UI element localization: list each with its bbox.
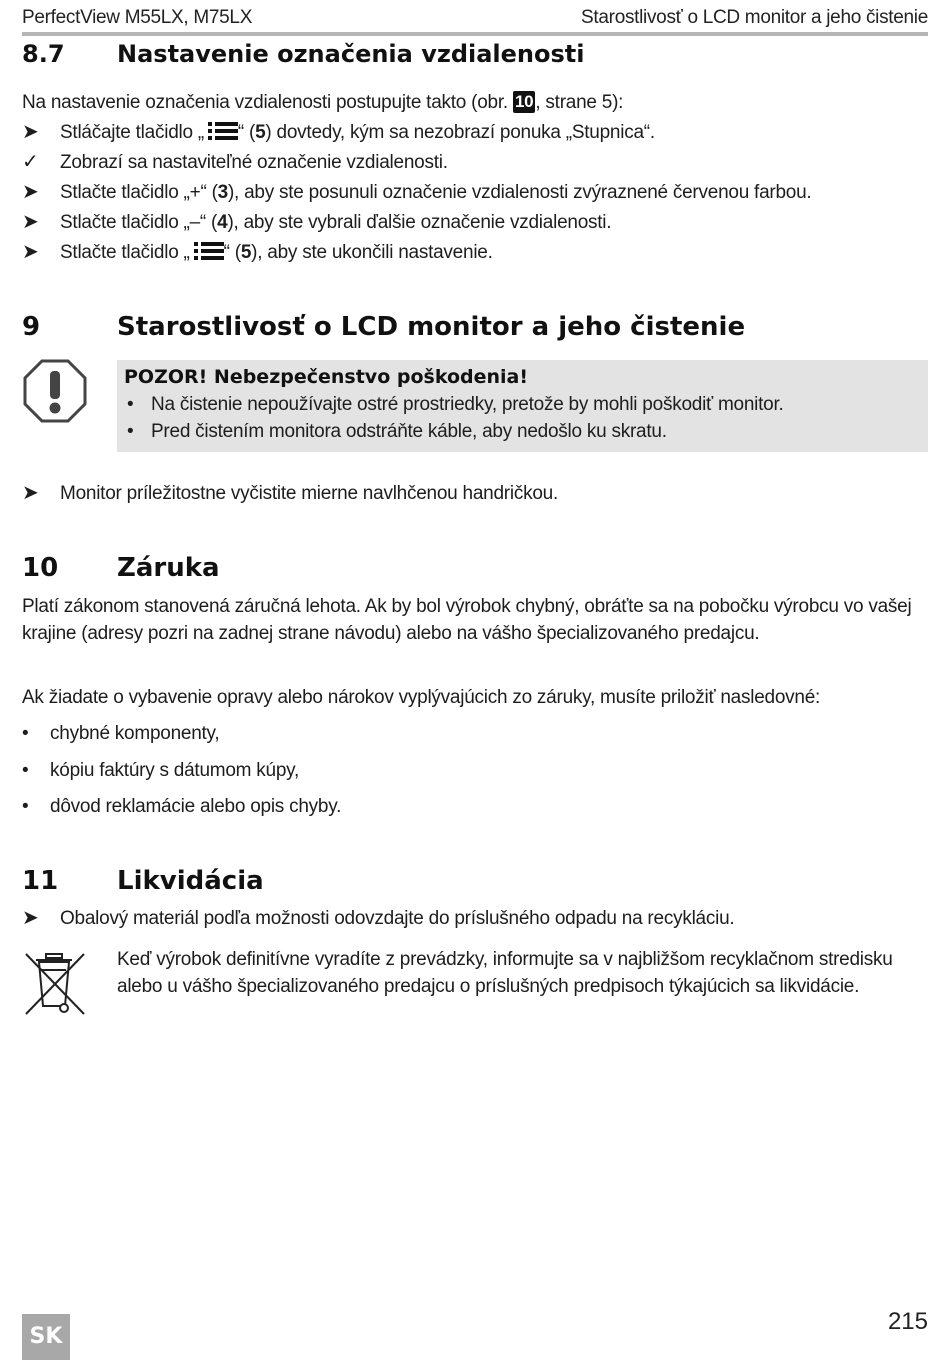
arrow-bullet-icon: ➤	[22, 211, 39, 233]
header-chapter-title: Starostlivosť o LCD monitor a jeho čistenie	[581, 7, 928, 28]
bullet-dot: •	[127, 394, 134, 415]
arrow-bullet-icon: ➤	[22, 241, 39, 263]
crossed-out-wheelie-bin-icon	[22, 950, 88, 1018]
page-number: 215	[887, 1308, 928, 1335]
step-text: Stláčajte tlačidlo „	[60, 122, 204, 143]
button-number: 5	[240, 242, 252, 263]
running-header	[22, 6, 928, 36]
exclamation-octagon-icon	[22, 358, 88, 424]
button-number: 3	[217, 182, 228, 203]
section-heading-9	[22, 312, 922, 346]
section-title: Starostlivosť o LCD monitor a jeho čistenie	[117, 312, 746, 342]
section-title: Nastavenie označenia vzdialenosti	[117, 40, 585, 68]
section-title: Záruka	[117, 553, 220, 583]
result-text: Zobrazí sa nastaviteľné označenie vzdialenosti.	[60, 152, 448, 173]
arrow-bullet-icon: ➤	[22, 181, 39, 203]
check-mark-icon: ✓	[22, 151, 39, 173]
warranty-paragraph: Platí zákonom stanovená záručná lehota. Ak by bol výrobok chybný, obráťte sa na pobočku výrobcu vo vašej krajine (adresy pozri na zadnej strane návodu) alebo na vášho špecializovaného predajcu.	[22, 596, 912, 644]
menu-list-icon	[204, 121, 238, 141]
bullet-dot: •	[22, 796, 29, 817]
section-heading-10	[22, 553, 922, 585]
section-number: 11	[22, 866, 59, 896]
warning-box: POZOR! Nebezpečenstvo poškodenia! • Na čistenie nepoužívajte ostré prostriedky, pretože by mohli poškodiť monitor. • Pred čistením monitora odstráňte káble, aby nedošlo ku skratu.	[117, 360, 928, 452]
section-title: Likvidácia	[117, 866, 264, 896]
figure-reference-badge: 10	[514, 92, 534, 111]
menu-list-icon	[190, 241, 224, 261]
warning-title: POZOR! Nebezpečenstvo poškodenia!	[124, 366, 529, 388]
bullet-dot: •	[22, 723, 29, 744]
arrow-bullet-icon: ➤	[22, 482, 39, 504]
language-tab: SK	[22, 1314, 70, 1360]
intro-text-end: , strane 5):	[535, 92, 624, 113]
intro-paragraph	[22, 89, 623, 116]
intro-text: Na nastavenie označenia vzdialenosti postupujte takto (obr.	[22, 92, 508, 113]
button-number: 5	[255, 122, 266, 143]
section-number: 10	[22, 553, 59, 583]
section-number: 9	[22, 312, 41, 342]
section-number: 8.7	[22, 40, 65, 68]
arrow-bullet-icon: ➤	[22, 121, 39, 143]
warranty-requirements: Ak žiadate o vybavenie opravy alebo nárokov vyplývajúcich zo záruky, musíte priložiť nasledovné:	[22, 687, 821, 708]
header-product-name: PerfectView M55LX, M75LX	[22, 7, 253, 28]
bullet-dot: •	[22, 760, 29, 781]
disposal-paragraph: Keď výrobok definitívne vyradíte z prevádzky, informujte sa v najbližšom recyklačnom stredisku alebo u vášho špecializovaného predajcu o príslušných predpisoch týkajúcich sa likvidácie.	[117, 949, 893, 997]
arrow-bullet-icon: ➤	[22, 907, 39, 929]
section-heading-11	[22, 866, 922, 898]
button-number: 4	[217, 212, 228, 233]
bullet-dot: •	[127, 421, 134, 442]
section-heading-8-7	[22, 40, 922, 72]
